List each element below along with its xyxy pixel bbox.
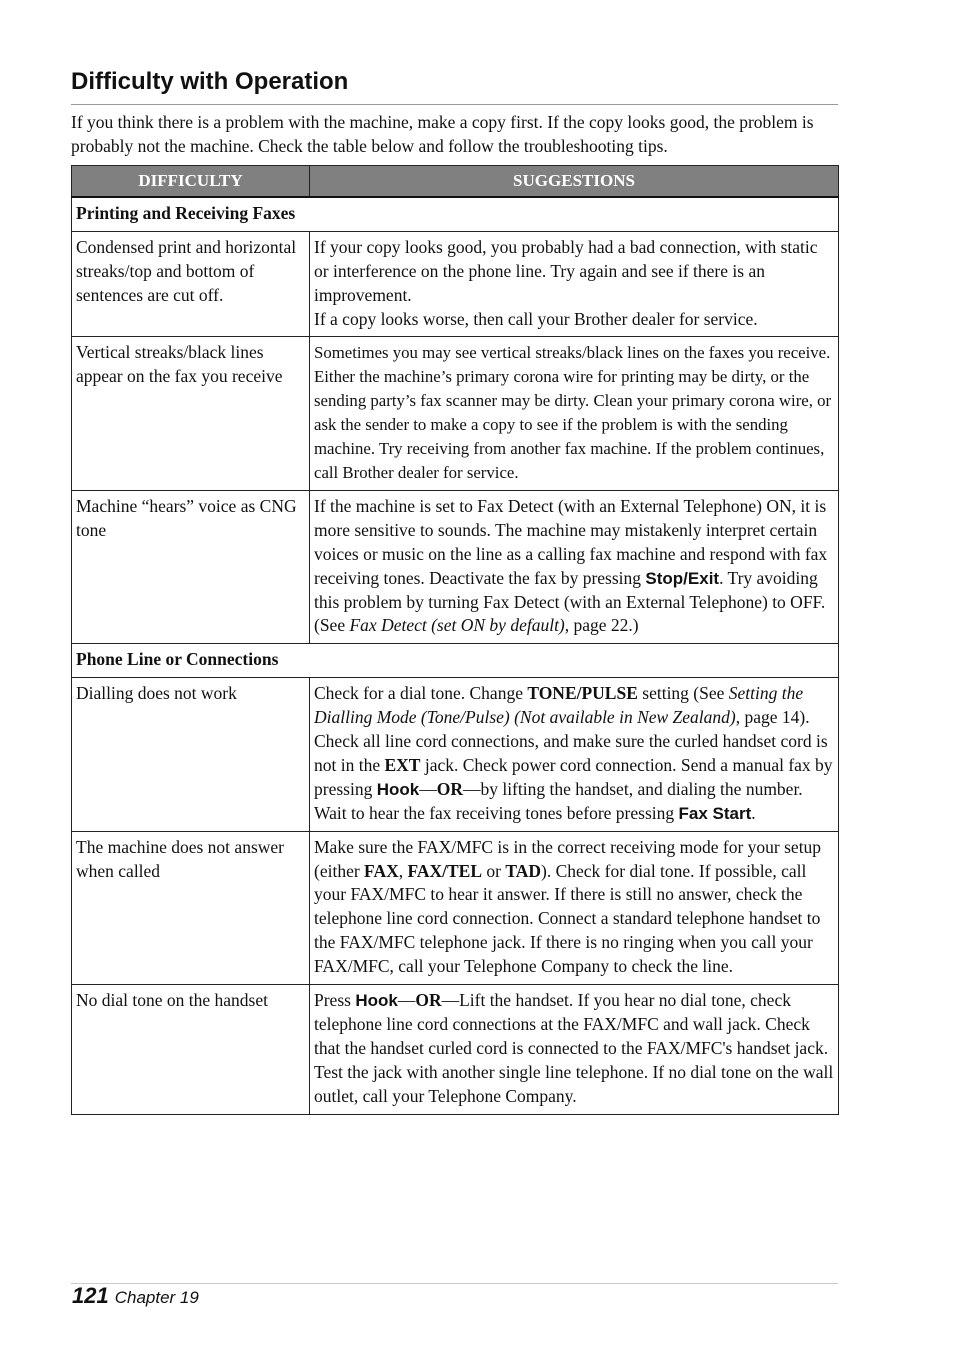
- cross-reference: Setting the Dialling Mode (Tone/Pulse) (Not available in New Zealand): [314, 683, 804, 728]
- table-row: [72, 337, 839, 490]
- cross-reference: Fax Detect (set ON by default): [349, 615, 565, 636]
- difficulty-cell: The machine does not answer when called: [72, 831, 310, 984]
- difficulty-cell: No dial tone on the handset: [72, 985, 310, 1115]
- suggestion-cell: If your copy looks good, you probably had a bad connection, with static or interference on the phone line. Try again and see if there is an improvement. If a copy looks worse, then call your Brother dealer for service.: [310, 231, 839, 337]
- difficulty-cell: Condensed print and horizontal streaks/top and bottom of sentences are cut off.: [72, 231, 310, 337]
- key-name: Hook: [355, 991, 398, 1011]
- section-heading-phone-line: Phone Line or Connections: [72, 644, 839, 678]
- key-name: Fax Start: [678, 803, 752, 823]
- header-difficulty: DIFFICULTY: [72, 166, 310, 197]
- section-row: [72, 197, 839, 231]
- page-footer: [72, 1283, 199, 1309]
- suggestion-cell: Sometimes you may see vertical streaks/black lines on the faxes you receive. Either the machine’s primary corona wire for printing may be dirty, or the sending party’s fax scanner may be dirty. Clean your primary corona wire, or ask the sender to make a copy to see if the problem is with the sending machine. Try receiving from another fax machine. If the problem continues, call Brother dealer for service.: [310, 337, 839, 490]
- suggestion-cell: Make sure the FAX/MFC is in the correct receiving mode for your setup (either FAX, FAX/TEL or TAD). Check for dial tone. If possible, call your FAX/MFC to hear it answer. If there is still no answer, check the telephone line cord connection. Connect a standard telephone handset to the FAX/MFC telephone jack. If there is no ringing when you call your FAX/MFC, call your Telephone Company to check the line.: [310, 831, 839, 984]
- table-row: [72, 985, 839, 1115]
- suggestion-cell: Check for a dial tone. Change TONE/PULSE setting (See Setting the Dialling Mode (Tone/Pulse) (Not available in New Zealand), page 14). Check all line cord connections, and make sure the curled handset cord is not in the EXT jack. Check power cord connection. Send a manual fax by pressing Hook—OR—by lifting the handset, and dialing the number. Wait to hear the fax receiving tones before pressing Fax Start.: [310, 678, 839, 831]
- chapter-label: Chapter 19: [114, 1288, 199, 1307]
- suggestion-cell: If the machine is set to Fax Detect (with an External Telephone) ON, it is more sensitive to sounds. The machine may mistakenly interpret certain voices or music on the line as a calling fax machine and respond with fax receiving tones. Deactivate the fax by pressing Stop/Exit. Try avoiding this problem by turning Fax Detect (with an External Telephone) to OFF. (See Fax Detect (set ON by default), page 22.): [310, 490, 839, 643]
- difficulty-cell: Vertical streaks/black lines appear on the fax you receive: [72, 337, 310, 490]
- table-row: [72, 831, 839, 984]
- key-name: Stop/Exit: [645, 568, 720, 588]
- title-divider: [71, 104, 838, 105]
- suggestion-cell: Press Hook—OR—Lift the handset. If you hear no dial tone, check telephone line cord connections at the FAX/MFC and wall jack. Check that the handset curled cord is connected to the FAX/MFC's handset jack. Test the jack with another single line telephone. If no dial tone on the wall outlet, call your Telephone Company.: [310, 985, 839, 1115]
- page-title: Difficulty with Operation: [71, 68, 349, 95]
- difficulty-cell: Machine “hears” voice as CNG tone: [72, 490, 310, 643]
- key-name: Hook: [376, 779, 420, 799]
- table-row: [72, 490, 839, 643]
- page-number: 121: [72, 1283, 109, 1308]
- intro-paragraph: If you think there is a problem with the machine, make a copy first. If the copy looks good, the problem is probably not the machine. Check the table below and follow the troubleshooting tips.: [71, 112, 814, 156]
- troubleshooting-table: [71, 165, 839, 1115]
- table-row: [72, 231, 839, 337]
- difficulty-cell: Dialling does not work: [72, 678, 310, 831]
- header-suggestions: SUGGESTIONS: [310, 166, 839, 197]
- table-row: [72, 678, 839, 831]
- section-row: [72, 644, 839, 678]
- section-heading-printing: Printing and Receiving Faxes: [72, 197, 839, 231]
- table-header-row: [72, 166, 839, 197]
